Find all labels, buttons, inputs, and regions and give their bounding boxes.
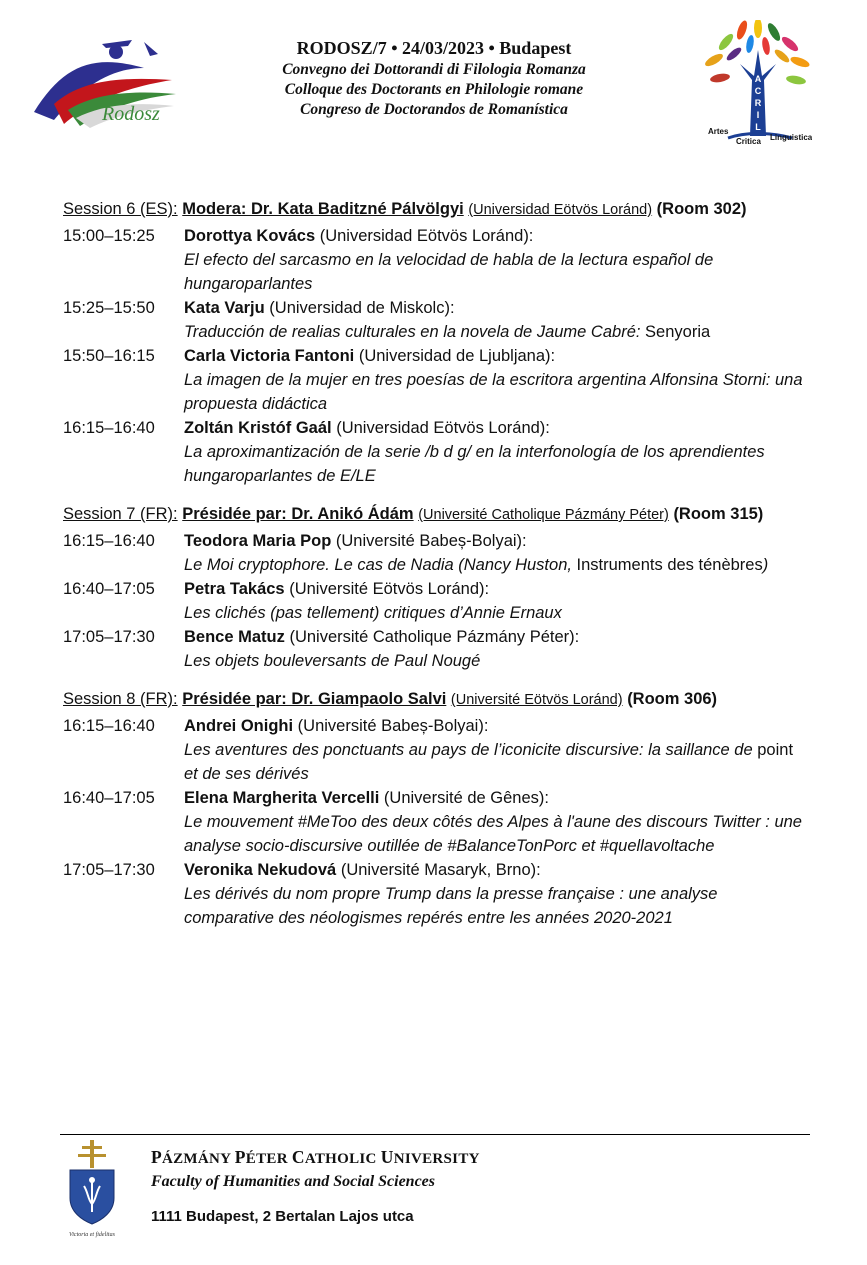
svg-text:Artes: Artes bbox=[708, 127, 729, 136]
speaker-name: Kata Varju bbox=[184, 299, 265, 317]
session-room: (Room 306) bbox=[627, 690, 718, 708]
speaker-affiliation: (Universidad Eötvös Loránd): bbox=[315, 227, 534, 245]
speaker-affiliation: (Université Masaryk, Brno): bbox=[336, 861, 541, 879]
speaker-affiliation: (Université Babeș-Bolyai): bbox=[293, 717, 489, 735]
speaker-name: Petra Takács bbox=[184, 580, 285, 598]
talk-title: Les dérivés du nom propre Trump dans la presse française : une analyse comparative des néologismes repérés entre les années 2020-2021 bbox=[184, 885, 718, 927]
session-8 bbox=[63, 687, 823, 930]
session-header bbox=[63, 197, 823, 221]
speaker-name: Zoltán Kristóf Gaál bbox=[184, 419, 332, 437]
talk-title-end: ) bbox=[762, 556, 769, 574]
svg-text:L: L bbox=[755, 122, 761, 132]
talk-time: 17:05–17:30 bbox=[63, 628, 155, 646]
talk-entry bbox=[63, 577, 823, 625]
talk-time: 16:15–16:40 bbox=[63, 419, 155, 437]
speaker-affiliation: (Université Babeș-Bolyai): bbox=[331, 532, 527, 550]
session-chair-affiliation: (Université Catholique Pázmány Péter) bbox=[418, 507, 669, 523]
speaker-name: Dorottya Kovács bbox=[184, 227, 316, 245]
svg-text:Victoria et fidelitas: Victoria et fidelitas bbox=[69, 1232, 115, 1238]
page-header bbox=[0, 0, 867, 160]
talk-entry bbox=[63, 858, 823, 930]
talk-entry bbox=[63, 786, 823, 858]
talk-title: Traducción de realias culturales en la novela de Jaume Cabré: bbox=[184, 323, 641, 341]
talk-title-end: et de ses dérivés bbox=[184, 765, 309, 783]
talk-title: Le Moi cryptophore. Le cas de Nadia (Nancy Huston, bbox=[184, 556, 572, 574]
speaker-name: Carla Victoria Fantoni bbox=[184, 347, 355, 365]
talk-time: 16:15–16:40 bbox=[63, 717, 155, 735]
svg-text:Rodosz: Rodosz bbox=[102, 103, 160, 125]
talk-title: Les objets bouleversants de Paul Nougé bbox=[184, 652, 481, 670]
speaker-name: Bence Matuz bbox=[184, 628, 285, 646]
talk-entry bbox=[63, 529, 823, 577]
session-room: (Room 302) bbox=[656, 200, 747, 218]
subtitle-spanish: Congreso de Doctorandos de Romanística bbox=[300, 101, 568, 118]
speaker-name: Elena Margherita Vercelli bbox=[184, 789, 380, 807]
subtitle-french: Colloque des Doctorants en Philologie romane bbox=[284, 81, 584, 98]
svg-text:R: R bbox=[754, 98, 762, 108]
talk-entry bbox=[63, 344, 823, 416]
svg-text:I: I bbox=[756, 110, 760, 120]
program-schedule bbox=[63, 197, 823, 944]
speaker-affiliation: (Université de Gênes): bbox=[379, 789, 549, 807]
talk-time: 16:40–17:05 bbox=[63, 789, 155, 807]
session-room: (Room 315) bbox=[673, 505, 764, 523]
session-label: Session 7 (FR): bbox=[63, 505, 178, 523]
talk-time: 17:05–17:30 bbox=[63, 861, 155, 879]
talk-title-tail: Instruments des ténèbres bbox=[571, 556, 763, 574]
session-header bbox=[63, 687, 823, 711]
speaker-affiliation: (Universidad Eötvös Loránd): bbox=[331, 419, 550, 437]
talk-entry bbox=[63, 224, 823, 296]
talk-title: Le mouvement #MeToo des deux côtés des Alpes à l'aune des discours Twitter : une analyse socio-discursive outillée de #BalanceTonPorc et #quellavoltache bbox=[184, 813, 802, 855]
session-chair-affiliation: (Universidad Eötvös Loránd) bbox=[468, 202, 653, 218]
acril-logo bbox=[700, 20, 812, 148]
talk-entry bbox=[63, 625, 823, 673]
university-name: PÁZMÁNY PÉTER CATHOLIC UNIVERSITY bbox=[151, 1147, 480, 1167]
talk-entry bbox=[63, 714, 823, 786]
session-chair: Présidée par: Dr. Giampaolo Salvi bbox=[182, 690, 447, 708]
talk-time: 15:00–15:25 bbox=[63, 227, 155, 245]
university-seal-icon bbox=[64, 1140, 120, 1240]
svg-text:A: A bbox=[754, 74, 762, 84]
footer-text bbox=[151, 1147, 480, 1193]
footer-divider bbox=[60, 1134, 810, 1135]
session-label: Session 8 (FR): bbox=[63, 690, 178, 708]
svg-text:Linguistica: Linguistica bbox=[770, 133, 812, 142]
talk-entry bbox=[63, 296, 823, 344]
talk-time: 16:40–17:05 bbox=[63, 580, 155, 598]
talk-title: Les clichés (pas tellement) critiques d’Annie Ernaux bbox=[184, 604, 562, 622]
session-chair: Présidée par: Dr. Anikó Ádám bbox=[182, 505, 414, 523]
subtitle-italian: Convegno dei Dottorandi di Filologia Romanza bbox=[282, 61, 586, 78]
university-address: 1111 Budapest, 2 Bertalan Lajos utca bbox=[151, 1208, 414, 1225]
talk-entry bbox=[63, 416, 823, 488]
header-center bbox=[200, 36, 668, 120]
session-7 bbox=[63, 502, 823, 673]
talk-time: 15:25–15:50 bbox=[63, 299, 155, 317]
talk-title: La imagen de la mujer en tres poesías de la escritora argentina Alfonsina Storni: una propuesta didáctica bbox=[184, 371, 803, 413]
svg-text:C: C bbox=[754, 86, 762, 96]
speaker-affiliation: (Université Catholique Pázmány Péter): bbox=[284, 628, 580, 646]
faculty-name: Faculty of Humanities and Social Sciences bbox=[151, 1173, 436, 1190]
speaker-name: Andrei Onighi bbox=[184, 717, 294, 735]
session-chair-affiliation: (Université Eötvös Loránd) bbox=[450, 692, 623, 708]
talk-title: Les aventures des ponctuants au pays de l’iconicite discursive: la saillance de bbox=[184, 741, 753, 759]
session-6 bbox=[63, 197, 823, 488]
talk-title-tail: point bbox=[752, 741, 794, 759]
session-header bbox=[63, 502, 823, 526]
talk-title-tail: Senyoria bbox=[640, 323, 711, 341]
talk-time: 15:50–16:15 bbox=[63, 347, 155, 365]
session-label: Session 6 (ES): bbox=[63, 200, 178, 218]
page-title: RODOSZ/7 • 24/03/2023 • Budapest bbox=[296, 38, 572, 58]
speaker-name: Teodora Maria Pop bbox=[184, 532, 332, 550]
talk-title: El efecto del sarcasmo en la velocidad de habla de la lectura español de hungaroparlantes bbox=[184, 251, 714, 293]
speaker-affiliation: (Universidad de Ljubljana): bbox=[354, 347, 556, 365]
talk-title: La aproximantización de la serie /b d g/ en la interfonología de los aprendientes hungaroparlantes de E/LE bbox=[184, 443, 765, 485]
session-chair: Modera: Dr. Kata Baditzné Pálvölgyi bbox=[182, 200, 464, 218]
speaker-affiliation: (Universidad de Miskolc): bbox=[264, 299, 455, 317]
speaker-name: Veronika Nekudová bbox=[184, 861, 337, 879]
speaker-affiliation: (Université Eötvös Loránd): bbox=[284, 580, 490, 598]
talk-time: 16:15–16:40 bbox=[63, 532, 155, 550]
svg-text:Critica: Critica bbox=[736, 137, 761, 146]
rodosz-logo bbox=[24, 34, 182, 130]
